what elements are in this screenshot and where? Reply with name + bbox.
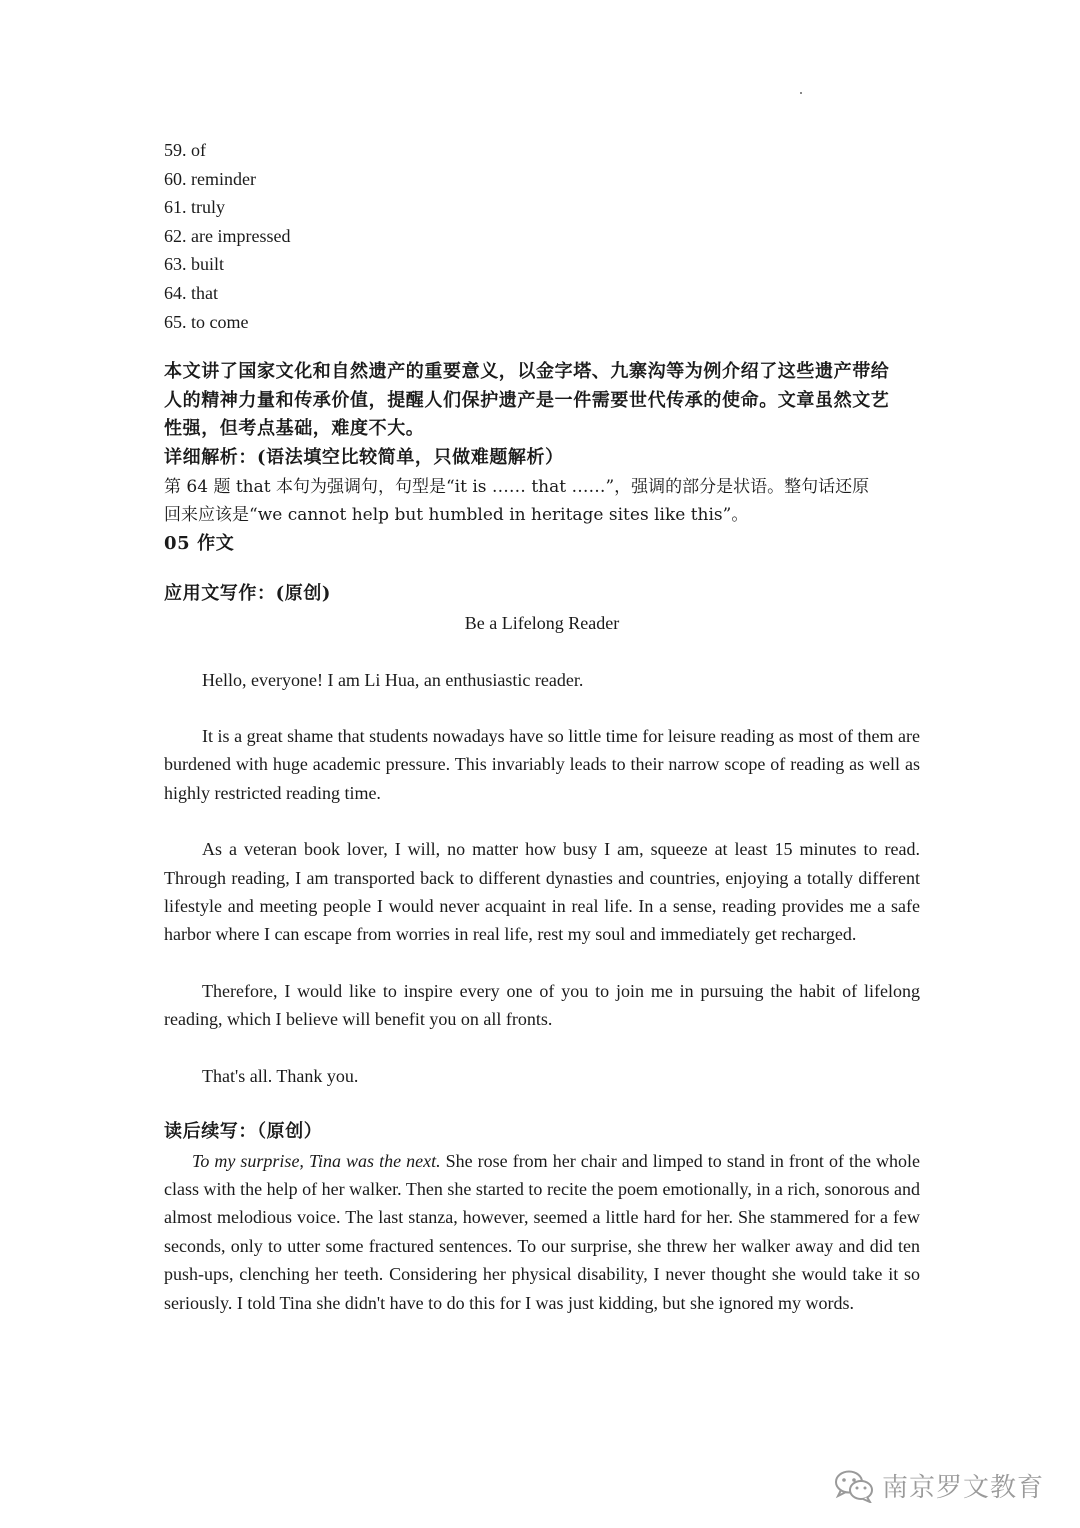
practical-writing-heading: 应用文写作：(原创) xyxy=(164,583,332,605)
answer-item: 60. reminder xyxy=(164,168,256,189)
summary-line: 性强，但考点基础，难度不大。 xyxy=(164,418,425,440)
analysis-line: 第 64 题 that 本句为强调句，句型是“it is …… that ……”，强调的部分是状语。整句话还原 xyxy=(164,476,870,497)
document-body xyxy=(164,136,920,1317)
essay-title: Be a Lifelong Reader xyxy=(464,612,620,633)
answer-item: 63. built xyxy=(164,254,225,275)
answer-list xyxy=(164,136,920,336)
continuation-body: She rose from her chair and limped to stand in front of the whole class with the help of her walker. Then she started to recite the poem emotionally, in a rich, sonorous and almost melodious voice. The last stanza, however, seemed a little hard for her. She stammered for a few seconds, only to utter some fractured sentences. To our surprise, she threw her walker away and did ten push-ups, clenching her teeth. Considering her physical disability, I never thought she would take it so seriously. I told Tina she didn't have to do this for I was just kidding, but she ignored my words. xyxy=(164,1150,920,1313)
answer-item: 62. are impressed xyxy=(164,225,291,246)
essay-paragraph: Hello, everyone! I am Li Hua, an enthusiastic reader. xyxy=(202,669,584,690)
continuation-heading: 读后续写：（原创） xyxy=(164,1120,323,1142)
answer-item: 59. of xyxy=(164,140,206,160)
essay-paragraph: That's all. Thank you. xyxy=(202,1065,359,1086)
answer-item: 61. truly xyxy=(164,197,225,218)
watermark-text: 南京罗文教育 xyxy=(881,1473,1044,1503)
answer-item: 64. that xyxy=(164,282,218,303)
watermark xyxy=(834,1467,1044,1504)
analysis-heading: 详细解析：(语法填空比较简单，只做难题解析） xyxy=(164,446,564,468)
answer-item: 65. to come xyxy=(164,311,249,332)
summary-line: 本文讲了国家文化和自然遗产的重要意义，以金字塔、九寨沟等为例介绍了这些遗产带给 xyxy=(164,361,890,383)
essay-paragraph: It is a great shame that students nowadays have so little time for leisure reading as most of them are burdened with huge academic pressure. This invariably leads to their narrow scope of reading as well as highly restricted reading time. xyxy=(164,725,920,803)
continuation-lead: To my surprise, Tina was the next. xyxy=(192,1150,441,1171)
page-speck xyxy=(800,92,802,94)
summary-line: 人的精神力量和传承价值，提醒人们保护遗产是一件需要世代传承的使命。文章虽然文艺 xyxy=(164,389,890,411)
continuation-paragraph xyxy=(164,1147,920,1317)
analysis-line: 回来应该是“we cannot help but humbled in heritage sites like this”。 xyxy=(164,505,749,526)
passage-summary xyxy=(164,358,920,444)
essay-paragraph: Therefore, I would like to inspire every one of you to join me in pursuing the habit of lifelong reading, which I believe will benefit you on all fronts. xyxy=(164,980,920,1030)
section-heading: 05 作文 xyxy=(164,532,235,554)
wechat-icon xyxy=(834,1469,874,1503)
essay-paragraph: As a veteran book lover, I will, no matter how busy I am, squeeze at least 15 minutes to read. Through reading, I am transported back to different dynasties and countries, enjoying a totally different lifestyle and meeting people I would never acquaint in real life. In a sense, reading provides me a safe harbor where I can escape from worries in real life, rest my soul and immediately get recharged. xyxy=(164,839,920,945)
